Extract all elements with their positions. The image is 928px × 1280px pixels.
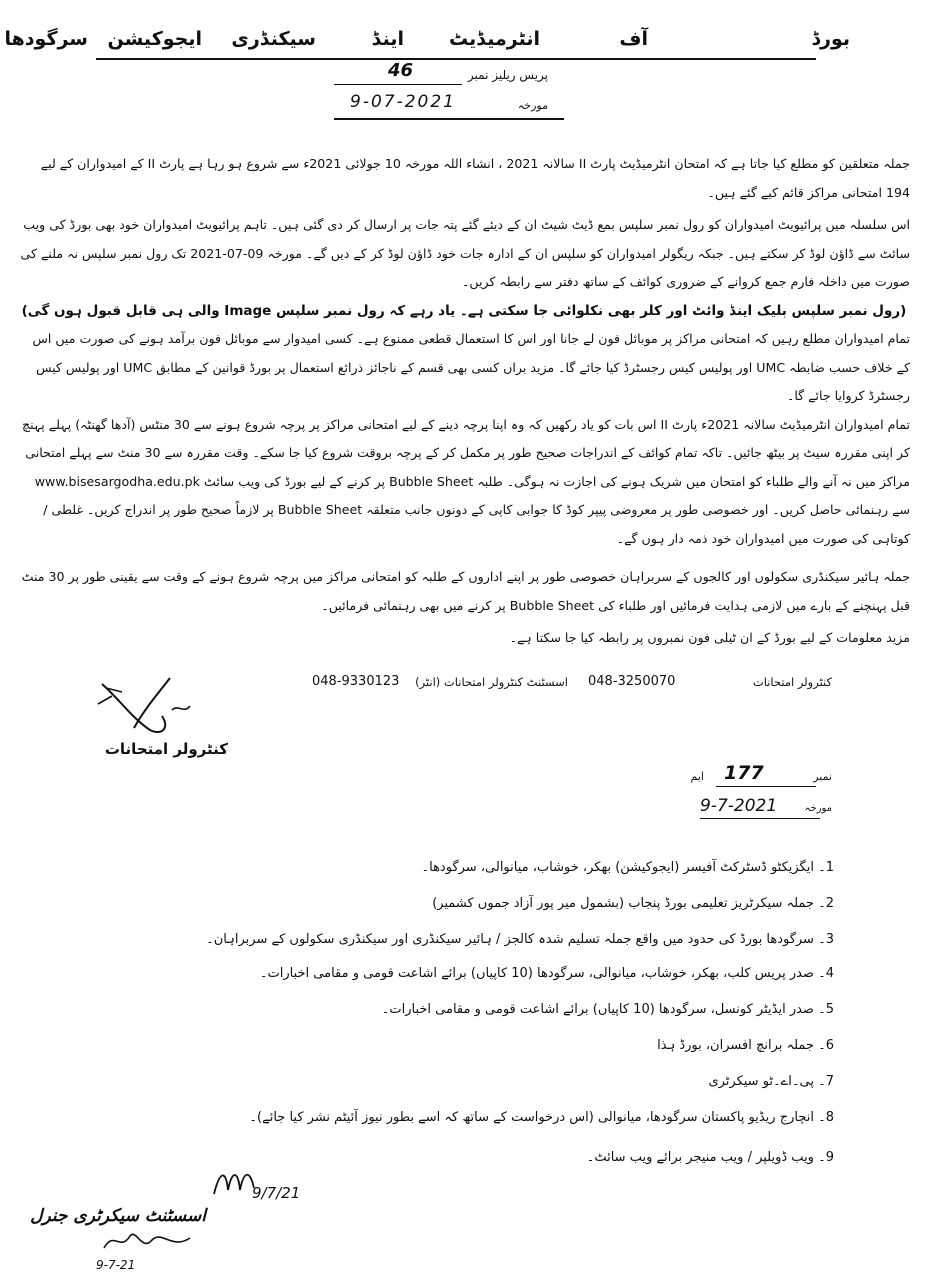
contact-controller-label: کنٹرولر امتحانات <box>752 675 832 689</box>
date-underline <box>334 118 564 120</box>
contact-assistant-label: اسسٹنٹ کنٹرولر امتحانات (انٹر) <box>415 675 568 689</box>
distribution-item: 1۔ ایگزیکٹو ڈسٹرکٹ آفیسر (ایجوکیشن) بھکر، خوشاب، میانوالی، سرگودھا۔ <box>421 860 834 875</box>
dispatch-date-label: مورخہ <box>804 803 832 814</box>
distribution-item: 9۔ ویب ڈویلپر / ویب منیجر برائے ویب سائٹ۔ <box>586 1150 834 1165</box>
press-number-underline <box>334 84 462 85</box>
press-release-label: پریس ریلیز نمبر <box>467 68 548 82</box>
signature-handwritten-date: 9/7/21 <box>252 1184 301 1202</box>
header-word-secondary: سیکنڈری <box>231 28 316 50</box>
distribution-item: 2۔ جملہ سیکرٹریز تعلیمی بورڈ پنجاب (بشمول میر پور آزاد جموں کشمیر) <box>432 896 834 911</box>
assistant-secretary-title: اسسٹنٹ سیکرٹری جنرل <box>30 1206 206 1226</box>
dispatch-number: 177 <box>724 762 764 784</box>
contact-assistant-phone: 048-9330123 <box>312 674 400 689</box>
header-underline <box>96 58 816 60</box>
distribution-item: 6۔ جملہ برانچ افسران، بورڈ ہذا <box>657 1038 834 1053</box>
header-word-sargodha: سرگودھا <box>4 28 88 50</box>
press-release-date: 9-07-2021 <box>350 92 456 112</box>
paragraph-more-info: مزید معلومات کے لیے بورڈ کے ان ٹیلی فون نمبروں پر رابطہ کیا جا سکتا ہے۔ <box>509 630 910 645</box>
paragraph-exam-announcement: جملہ متعلقین کو مطلع کیا جاتا ہے کہ امتحان انٹرمیڈیٹ پارٹ II سالانہ 2021 ، انشاء اللہ مورخہ 10 جولائی 2021ء سے شروع ہو رہا ہے پارٹ II کے امیدواران کے لیے 194 امتحانی مراکز قائم کیے گئے ہیں۔ <box>40 156 910 200</box>
controller-signature <box>92 670 202 740</box>
initials-signature <box>100 1226 210 1256</box>
paragraph-heads-instruction: جملہ ہائیر سیکنڈری سکولوں اور کالجوں کے سربراہان خصوصی طور پر اپنے اداروں کے طلبہ کو امتحانی مراکز میں پرچہ شروع ہونے کے وقت سے یقینی طور پر 30 منٹ قبل پہنچنے کے بارے میں لازمی ہدایت فرمائیں اور طلباء کی Bubble Sheet پر کرنے میں بھی رہنمائی فرمائیں۔ <box>21 569 910 613</box>
distribution-item: 7۔ پی۔اے۔ٹو سیکرٹری <box>708 1074 834 1089</box>
paragraph-mobile-ban: تمام امیدواران مطلع رہیں کہ امتحانی مراکز پر موبائل فون لے جانا اور اس کا استعمال قطعی ممنوع ہے۔ کسی امیدوار سے موبائل فون برآمد ہونے کی صورت میں اس کے خلاف حسب ضابطہ UMC اور پولیس کیس رجسٹرڈ کیا جائے گا۔ مزید براں کسی بھی قسم کے ناجائز ذرائع استعمال پر بورڈ قوانین کے مطابق UMC اور پولیس کیس رجسٹرڈ کروایا جائے گا۔ <box>32 331 910 403</box>
date-label: مورخہ <box>517 99 548 112</box>
dispatch-date-underline <box>700 818 820 819</box>
header-word-and: اینڈ <box>371 28 404 50</box>
notice-body <box>18 150 910 653</box>
press-release-number: 46 <box>388 60 414 81</box>
controller-title: کنٹرولر امتحانات <box>104 740 228 758</box>
dispatch-number-label: نمبر <box>813 770 832 783</box>
distribution-item: 5۔ صدر ایڈیٹر کونسل، سرگودھا (10 کاپیاں) برائے اشاعت قومی و مقامی اخبارات۔ <box>381 1002 834 1017</box>
distribution-item: 3۔ سرگودھا بورڈ کی حدود میں واقع جملہ تسلیم شدہ کالجز / ہائیر سیکنڈری اور سیکنڈری سکولوں کے سربراہان۔ <box>206 932 834 947</box>
dispatch-date: 9-7-2021 <box>700 796 778 816</box>
paragraph-roll-number-slips: اس سلسلہ میں پرائیویٹ امیدواران کو رول نمبر سلپس بمع ڈیٹ شیٹ ان کے دیئے گئے پتہ جات پر ارسال کر دی گئی ہیں۔ تاہم پرائیویٹ امیدواران خود بھی بورڈ کی ویب سائٹ سے ڈاؤن لوڈ کر سکتے ہیں۔ جبکہ ریگولر امیدواران کو سلپس ان کے ادارہ جات خود ڈاؤن لوڈ کر کے دیں گے۔ مورخہ 09-07-2021 تک رول نمبر سلپس نہ ملنے کی صورت میں داخلہ فارم جمع کروانے کے ضروری کوائف کے ساتھ دفتر سے رابطہ کریں۔ <box>20 217 910 289</box>
distribution-item: 4۔ صدر پریس کلب، بھکر، خوشاب، میانوالی، سرگودھا (10 کاپیاں) برائے اشاعت قومی و مقامی اخبارات۔ <box>259 966 834 981</box>
distribution-item: 8۔ انچارج ریڈیو پاکستان سرگودھا، میانوالی (اس درخواست کے ساتھ کہ اسے بطور نیوز آئیٹم نشر کیا جائے)۔ <box>249 1110 834 1125</box>
header-word-board: بورڈ <box>811 28 850 50</box>
contact-controller-phone: 048-3250070 <box>588 674 676 689</box>
header-word-intermediate: انٹرمیڈیٹ <box>449 28 540 50</box>
header-word-of: آف <box>619 28 648 50</box>
initials-date: 9-7-21 <box>96 1258 136 1272</box>
paragraph-reporting-time: تمام امیدواران انٹرمیڈیٹ سالانہ 2021ء پارٹ II اس بات کو یاد رکھیں کہ وہ اپنا پرچہ دینے کے لیے امتحانی مراکز پر پرچہ شروع ہونے سے 30 منٹس (آدھا گھنٹہ) پہلے پہنچ کر اپنی مقررہ سیٹ پر بیٹھ جائیں۔ تاکہ تمام کوائف کے اندراجات صحیح طور پر مکمل کر کے پرچہ بروقت شروع کیا جا سکے۔ وقت مقررہ سے 30 منٹ سے پہلے امتحانی مراکز میں نہ آنے والے طلباء کو امتحان میں شریک ہونے کی اجازت نہ ہوگی۔ طلبہ Bubble Sheet پر کرنے کے لیے بورڈ کی ویب سائٹ www.bisesargodha.edu.pk سے رہنمائی حاصل کریں۔ اور خصوصی طور پر معروضی پیپر کوڈ کا جوابی کاپی کے دونوں جانب متعلقہ Bubble Sheet پر لازماً صحیح طور پر اندراج کریں۔ غلطی / کوتاہی کی صورت میں امیدواران خود ذمہ دار ہوں گے۔ <box>21 416 910 546</box>
header-word-education: ایجوکیشن <box>107 28 202 50</box>
dispatch-number-underline <box>716 786 816 787</box>
dispatch-suffix: ایم <box>690 770 704 783</box>
paragraph-image-slips-note: (رول نمبر سلپس بلیک اینڈ وائٹ اور کلر بھی نکلوائی جا سکتی ہے۔ یاد رہے کہ رول نمبر سلپس Image والی ہی قابل قبول ہوں گی) <box>21 302 907 319</box>
